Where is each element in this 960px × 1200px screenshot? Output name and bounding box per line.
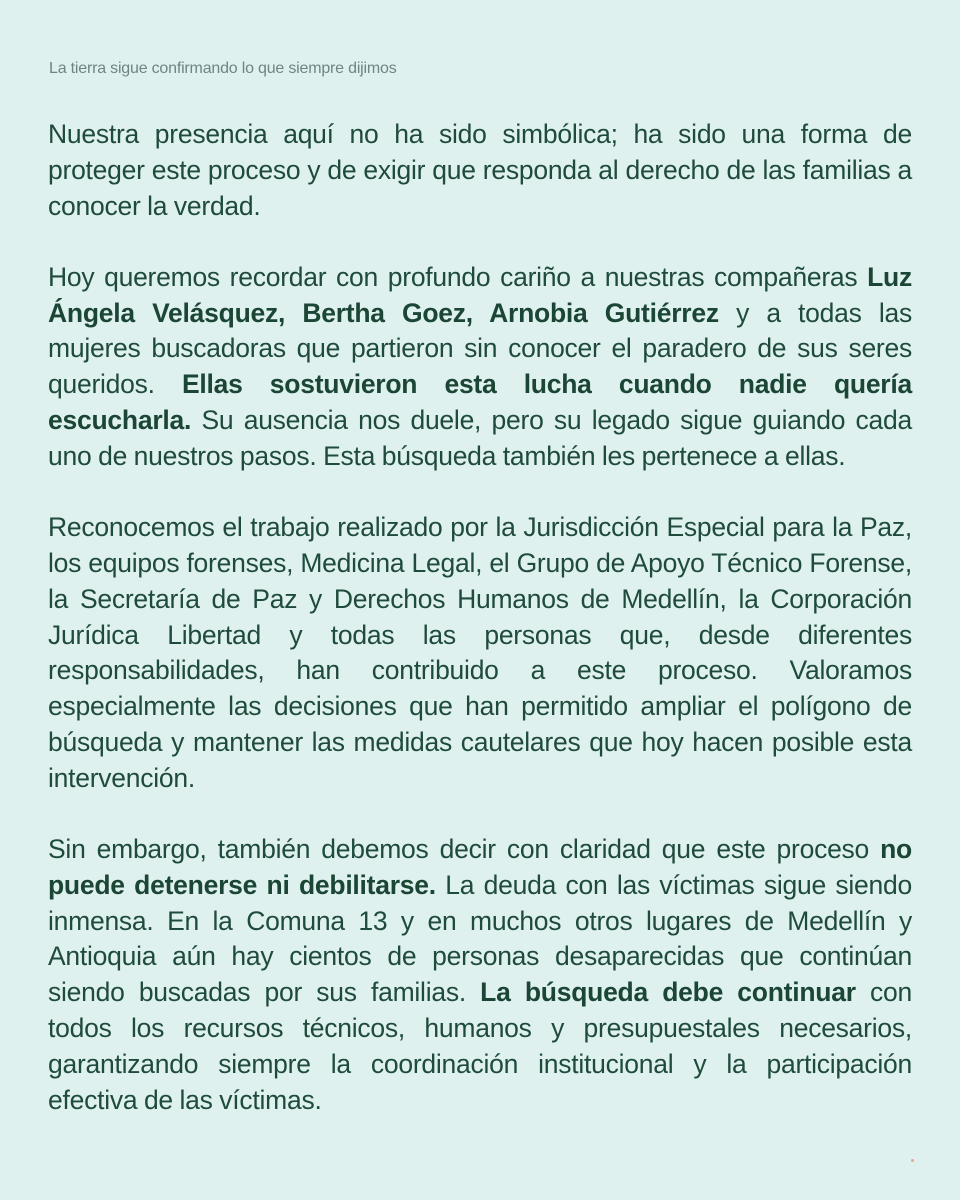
paragraph-demand — [48, 832, 912, 1118]
header-caption: La tierra sigue confirmando lo que siempre dijimos — [49, 60, 397, 77]
text-segment: La deuda con las víctimas sigue siendo inmensa. En la Comuna 13 y en muchos otros lugares de Medellín y Antioquia aún hay cientos de personas desaparecidas que continúan siendo buscadas por sus familias. — [48, 869, 912, 1008]
text-segment: Sin embargo, también debemos decir con claridad que este proceso — [48, 834, 881, 865]
bold-names: Luz Ángela Velásquez, Bertha Goez, Arnobia Gutiérrez — [48, 261, 912, 328]
decorative-dot — [911, 1159, 914, 1162]
text-segment: Hoy queremos recordar con profundo cariño a nuestras compañeras — [48, 261, 868, 292]
paragraph-remembrance — [48, 260, 912, 475]
statement-body — [48, 117, 912, 1154]
text-segment: y a todas las mujeres buscadoras que partieron sin conocer el paradero de sus seres queridos. — [48, 297, 912, 400]
paragraph-presence — [48, 117, 912, 224]
bold-highlight: La búsqueda debe continuar — [480, 977, 856, 1008]
bold-highlight: no puede detenerse ni debilitarse. — [48, 834, 912, 900]
bold-highlight: Ellas sostuvieron esta lucha cuando nadie quería escucharla. — [48, 369, 912, 436]
text-segment: Su ausencia nos duele, pero su legado sigue guiando cada uno de nuestros pasos. Esta búsqueda también les pertenece a ellas. — [48, 405, 912, 471]
text-segment: Reconocemos el trabajo realizado por la Jurisdicción Especial para la Paz, los equipos forenses, Medicina Legal, el Grupo de Apoyo Técnico Forense, la Secretaría de Paz y Derechos Humanos de Medellín, la Corporación Jurídica Libertad y todas las personas que, desde diferentes responsabilidades, han contribuido a este proceso. Valoramos especialmente las decisiones que han permitido ampliar el polígono de búsqueda y mantener las medidas cautelares que hoy hacen posible esta intervención. — [48, 512, 912, 793]
document-page — [48, 0, 912, 1200]
paragraph-acknowledgement — [48, 510, 912, 796]
text-segment: con todos los recursos técnicos, humanos y presupuestales necesarios, garantizando siempre la coordinación institucional y la participación efectiva de las víctimas. — [48, 977, 912, 1115]
text-segment: Nuestra presencia aquí no ha sido simbólica; ha sido una forma de proteger este proceso y de exigir que responda al derecho de las familias a conocer la verdad. — [48, 119, 912, 221]
